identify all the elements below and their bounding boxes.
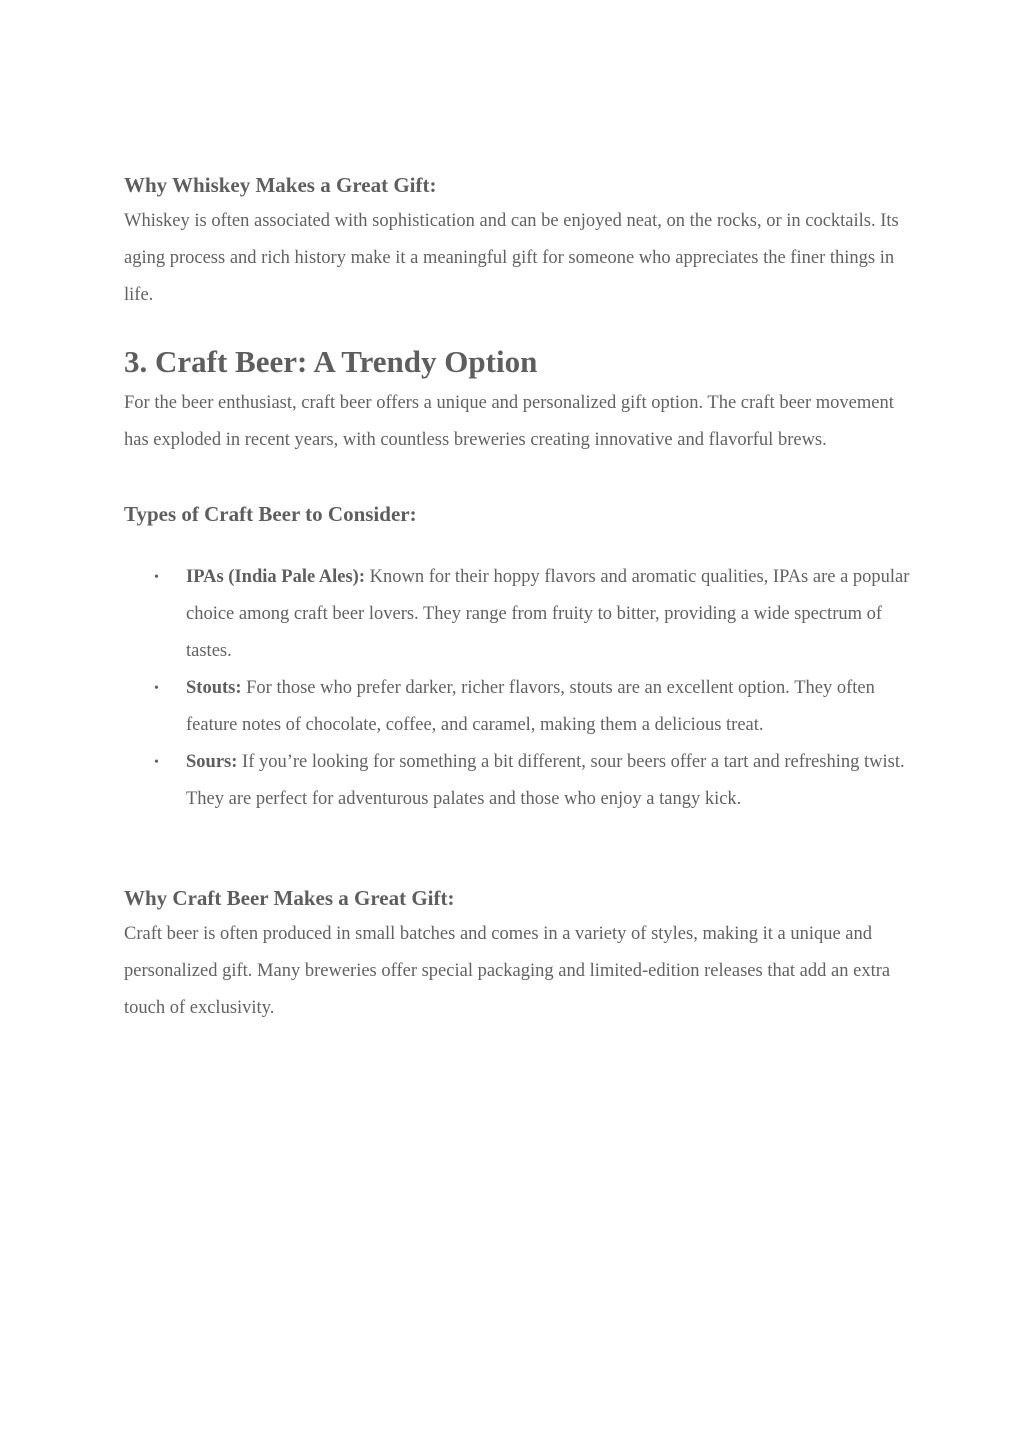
- list-item-sours: [124, 744, 921, 818]
- craft-beer-heading: 3. Craft Beer: A Trendy Option: [124, 344, 538, 379]
- list-item-label: IPAs (India Pale Ales):: [186, 567, 366, 587]
- craft-beer-paragraph: For the beer enthusiast, craft beer offers a unique and personalized gift option. The craft beer movement has exploded in recent years, with countless breweries creating innovative and flavorful brews.: [124, 393, 894, 450]
- page-content: [124, 170, 914, 1027]
- beer-gift-paragraph: Craft beer is often produced in small batches and comes in a variety of styles, making it a unique and personalized gift. Many breweries offer special packaging and limited-edition releases that add an extra touch of exclusivity.: [124, 924, 891, 1018]
- list-item-label: Sours:: [186, 752, 238, 772]
- list-item-label: Stouts:: [186, 678, 242, 698]
- list-item-stouts: [124, 670, 921, 744]
- bullet-icon: •: [154, 755, 159, 770]
- beer-types-heading: Types of Craft Beer to Consider:: [124, 502, 417, 526]
- list-item-text: For those who prefer darker, richer flavors, stouts are an excellent option. They often feature notes of chocolate, coffee, and caramel, making them a delicious treat.: [186, 678, 875, 735]
- whiskey-gift-paragraph: Whiskey is often associated with sophistication and can be enjoyed neat, on the rocks, or in cocktails. Its aging process and rich history make it a meaningful gift for someone who appreciates the finer things in life.: [124, 211, 899, 305]
- bullet-icon: •: [154, 681, 159, 696]
- whiskey-gift-heading: Why Whiskey Makes a Great Gift:: [124, 173, 437, 197]
- bullet-icon: •: [154, 570, 159, 585]
- list-item-ipas: [124, 559, 921, 670]
- beer-gift-heading: Why Craft Beer Makes a Great Gift:: [124, 886, 455, 910]
- list-item-text: Known for their hoppy flavors and aromatic qualities, IPAs are a popular choice among craft beer lovers. They range from fruity to bitter, providing a wide spectrum of tastes.: [186, 567, 910, 661]
- beer-types-list: [124, 559, 914, 818]
- list-item-text: If you’re looking for something a bit different, sour beers offer a tart and refreshing twist. They are perfect for adventurous palates and those who enjoy a tangy kick.: [186, 752, 905, 809]
